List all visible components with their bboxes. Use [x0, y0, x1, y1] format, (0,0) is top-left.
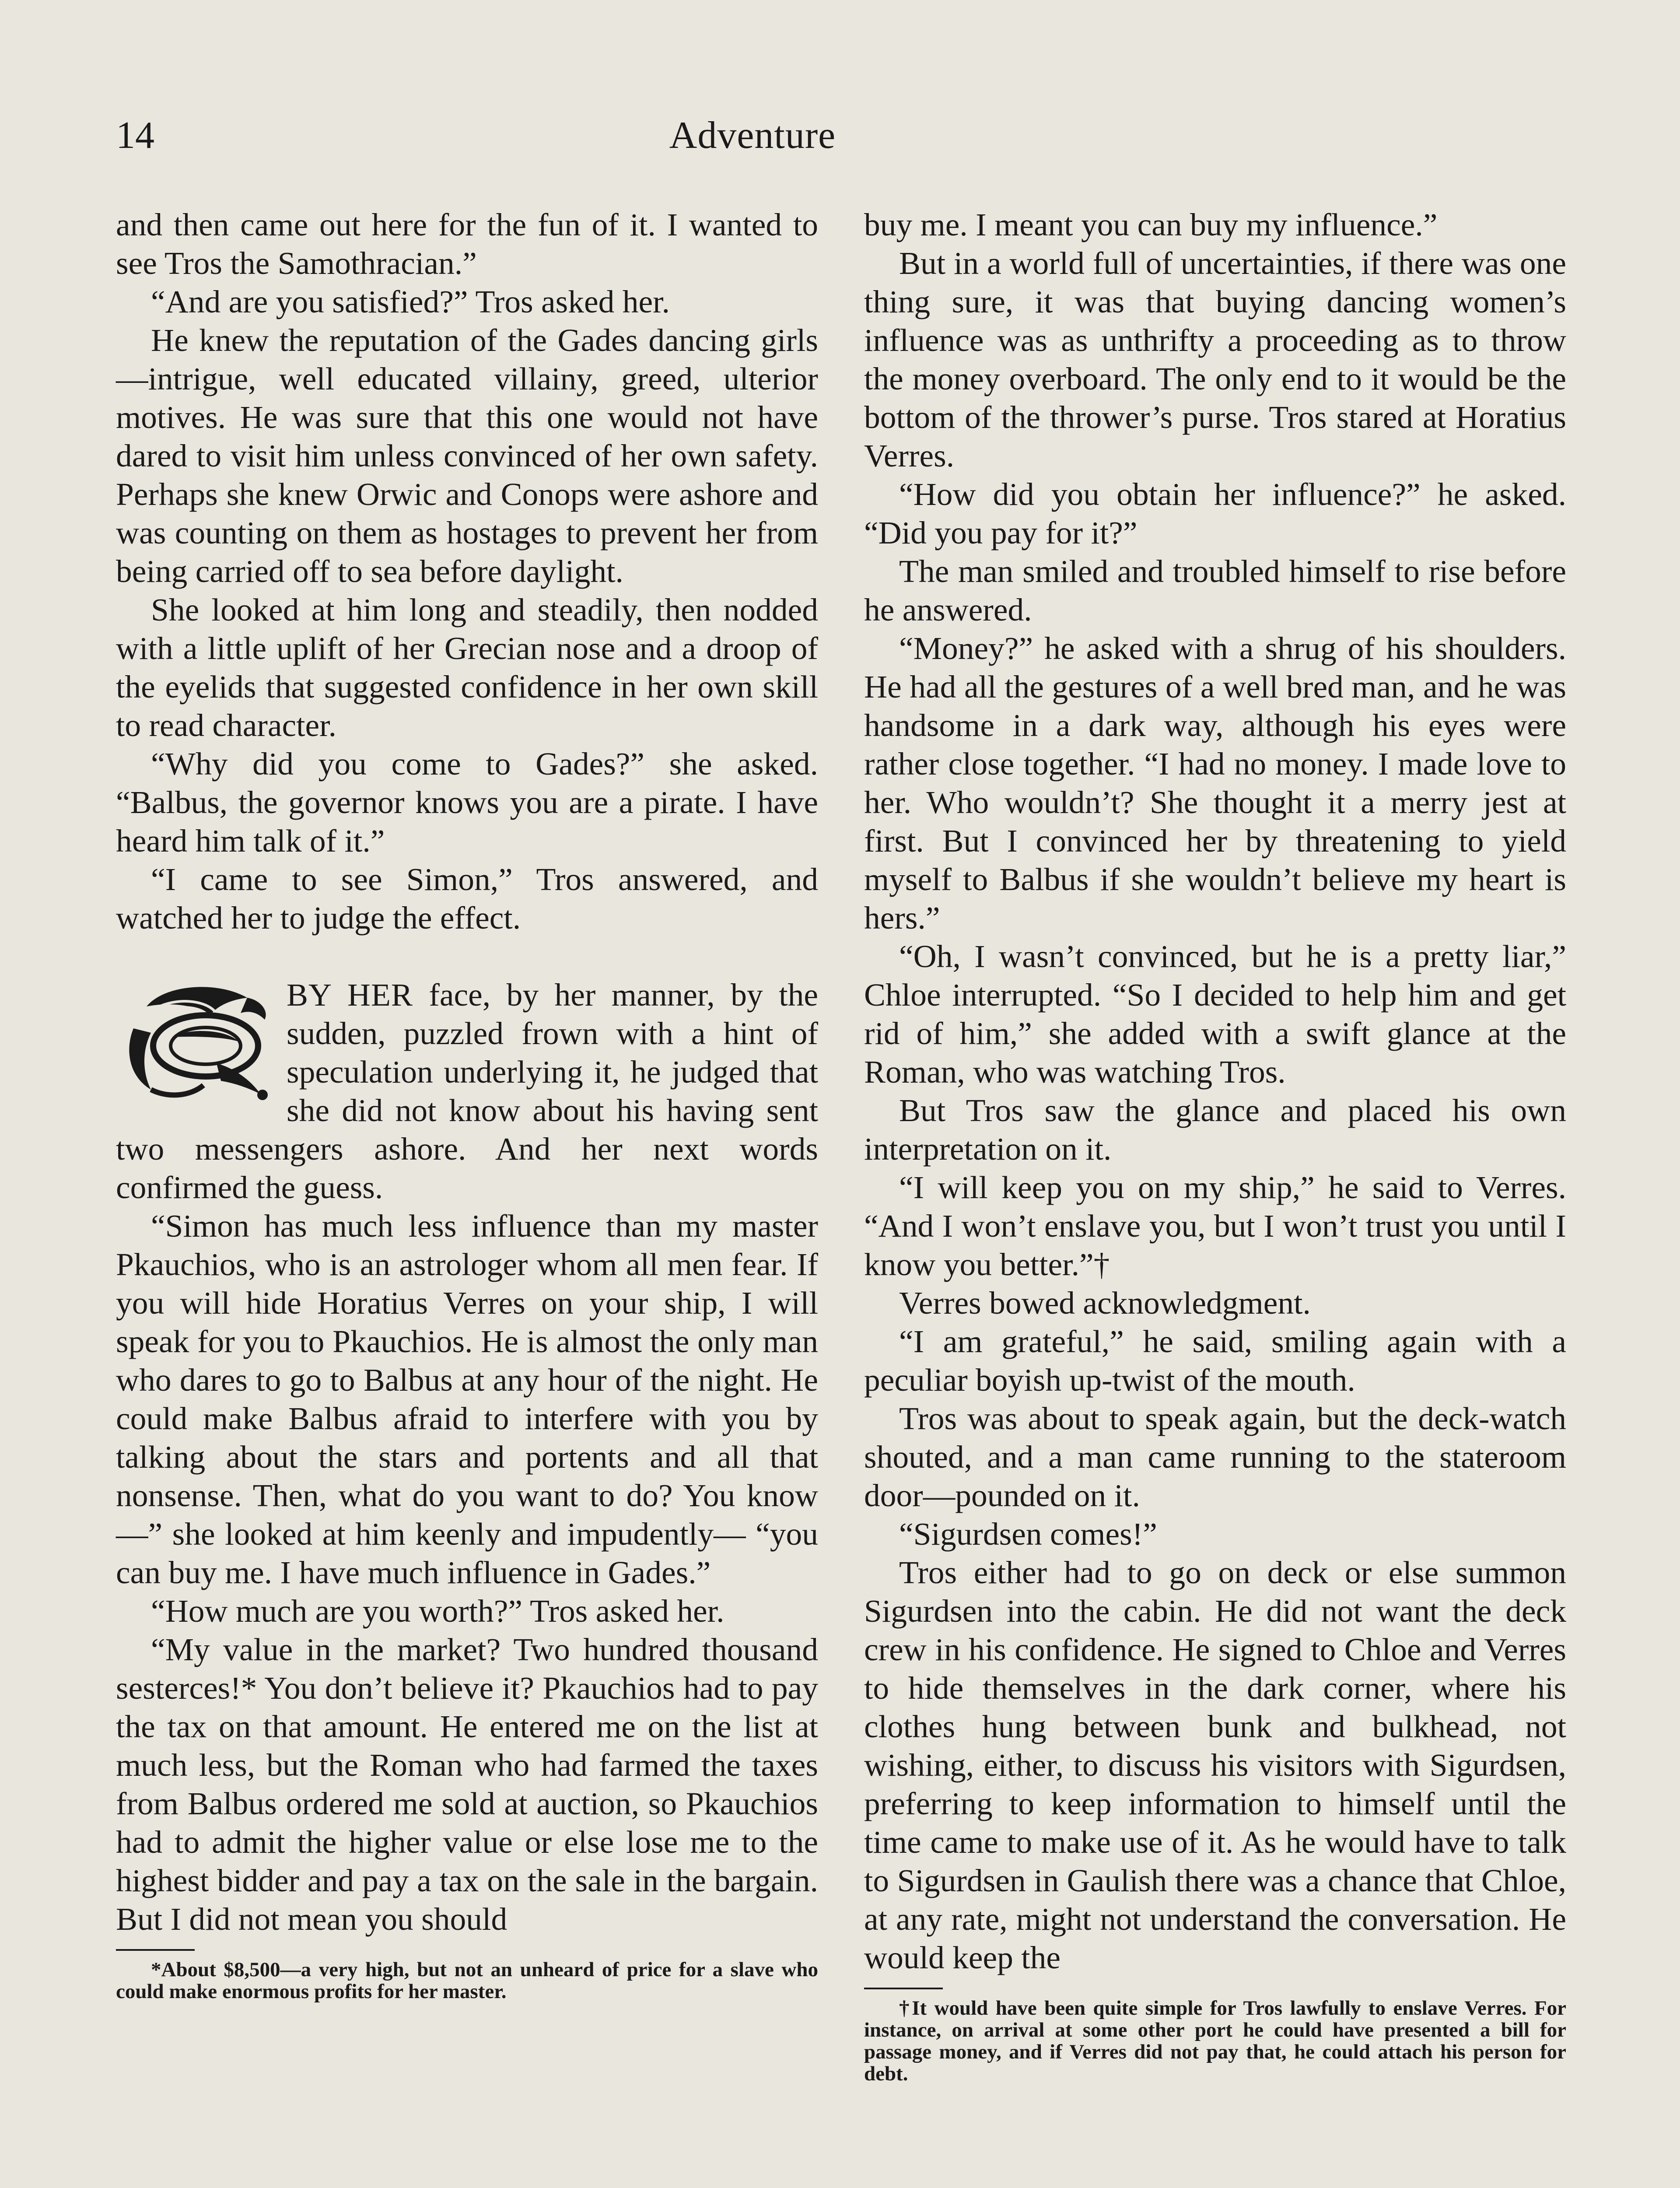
paragraph: But in a world full of uncertainties, if there was one thing sure, it was that buying dancing women’s influence was as unthrifty a proceeding as to throw the money overboard. The only end to it would be the bottom of the thrower’s purse. Tros stared at Horatius Verres.	[864, 245, 1566, 473]
running-title: Adventure	[669, 114, 836, 157]
ornamental-initial-icon	[116, 980, 279, 1103]
paragraph: “Money?” he asked with a shrug of his shoulders. He had all the gestures of a well bred man, and he was handsome in a dark way, although his eyes were rather close together. “I had no money. I made love to her. Who wouldn’t? She thought it a merry jest at first. But I convinced her by threatening to yield myself to Balbus if she wouldn’t believe my heart is hers.”	[864, 631, 1566, 936]
footnote: *About $8,500—a very high, but not an unheard of price for a slave who could make enormous profits for her master.	[116, 1958, 818, 2003]
dropcap-paragraph	[116, 976, 818, 1207]
paragraph: He knew the reputation of the Gades dancing girls—intrigue, well educated villainy, greed, ulterior motives. He was sure that this one would not have dared to visit him unless convinced of her own safety. Perhaps she knew Orwic and Conops were ashore and was counting on them as hostages to prevent her from being carried off to sea before daylight.	[116, 323, 818, 589]
paragraph: “I am grateful,” he said, smiling again with a peculiar boyish up-twist of the mouth.	[864, 1324, 1566, 1398]
paragraph: Tros either had to go on deck or else summon Sigurdsen into the cabin. He did not want the deck crew in his confidence. He signed to Chloe and Verres to hide themselves in the dark corner, where his clothes hung between bunk and bulkhead, not wishing, either, to discuss his visitors with Sigurdsen, preferring to keep information to himself until the time came to make use of it. As he would have to talk to Sigurdsen in Gaulish there was a chance that Chloe, at any rate, might not understand the conversation. He would keep the	[864, 1555, 1566, 1975]
paragraph: Tros was about to speak again, but the deck-watch shouted, and a man came running to the stateroom door—pounded on it.	[864, 1401, 1566, 1513]
paragraph: “I came to see Simon,” Tros answered, and watched her to judge the effect.	[116, 862, 818, 936]
paragraph: The man smiled and troubled himself to rise before he answered.	[864, 554, 1566, 628]
paragraph: But Tros saw the glance and placed his own interpretation on it.	[864, 1093, 1566, 1167]
left-column	[116, 206, 818, 2002]
footnote: †It would have been quite simple for Tros lawfully to enslave Verres. For instance, on arrival at some other port he could have presented a bill for passage money, and if Verres did not pay that, he could attach his person for debt.	[864, 1997, 1566, 2085]
paragraph-text: face, by her manner, by the sudden, puzzled frown with a hint of speculation underlying it, he judged that she did not know about his having sent two messengers ashore. And her next words confirmed the guess.	[116, 977, 818, 1205]
paragraph: “Oh, I wasn’t convinced, but he is a pretty liar,” Chloe interrupted. “So I decided to help him and get rid of him,” she added with a swift glance at the Roman, who was watching Tros.	[864, 939, 1566, 1090]
paragraph: She looked at him long and steadily, then nodded with a little uplift of her Grecian nose and a droop of the eyelids that suggested confidence in her own skill to read character.	[116, 592, 818, 743]
page-header	[116, 109, 1389, 166]
paragraph: “Simon has much less influence than my master Pkauchios, who is an astrologer whom all men fear. If you will hide Horatius Verres on your ship, I will speak for you to Pkauchios. He is almost the only man who dares to go to Balbus at any hour of the night. He could make Balbus afraid to interfere with you by talking about the stars and portents and all that nonsense. Then, what do you want to do? You know—” she looked at him keenly and impudently— “you can buy me. I have much influence in Gades.”	[116, 1208, 818, 1590]
paragraph: “How did you obtain her influence?” he asked. “Did you pay for it?”	[864, 477, 1566, 551]
paragraph: Verres bowed acknowledgment.	[899, 1285, 1311, 1321]
paragraph: “And are you satisfied?” Tros asked her.	[151, 284, 670, 319]
paragraph: “Sigurdsen comes!”	[899, 1516, 1157, 1552]
lead-in: BY HER	[287, 977, 413, 1013]
section-break	[116, 937, 818, 976]
paragraph: buy me. I meant you can buy my influence.”	[864, 207, 1438, 242]
page-number: 14	[116, 114, 154, 157]
footnote-rule	[864, 1988, 943, 1989]
right-column	[864, 206, 1566, 2085]
paragraph: and then came out here for the fun of it. I wanted to see Tros the Samothracian.”	[116, 207, 818, 281]
paragraph: “I will keep you on my ship,” he said to Verres. “And I won’t enslave you, but I won’t trust you until I know you better.”†	[864, 1170, 1566, 1282]
paragraph: “Why did you come to Gades?” she asked. “Balbus, the governor knows you are a pirate. I have heard him talk of it.”	[116, 746, 818, 859]
footnote-rule	[116, 1949, 195, 1951]
paragraph: “My value in the market? Two hundred thousand sesterces!* You don’t believe it? Pkauchios had to pay the tax on that amount. He entered me on the list at much less, but the Roman who had farmed the taxes from Balbus ordered me sold at auction, so Pkauchios had to admit the higher value or else lose me to the highest bidder and pay a tax on the sale in the bargain. But I did not mean you should	[116, 1632, 818, 1937]
paragraph: “How much are you worth?” Tros asked her.	[151, 1593, 724, 1629]
